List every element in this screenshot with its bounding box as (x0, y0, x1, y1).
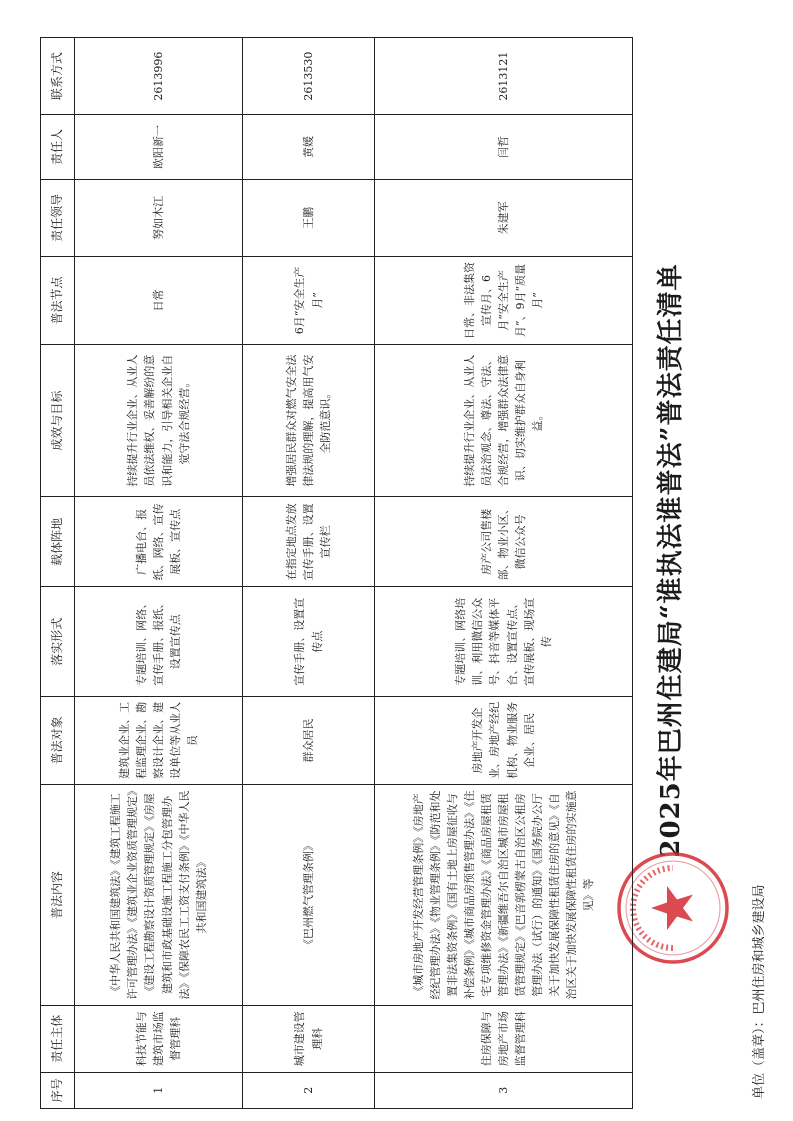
header-phone: 联系方式 (41, 38, 75, 115)
header-leader: 责任领导 (41, 179, 75, 256)
cell-leader: 朱建军 (375, 179, 633, 256)
cell-audience: 群众居民 (243, 696, 375, 784)
table-header-row (41, 38, 75, 1109)
cell-channel: 在指定地点发放宣传手册、设置宣传栏 (243, 497, 375, 587)
cell-leader: 王鹏 (243, 179, 375, 256)
cell-no: 3 (375, 1072, 633, 1108)
cell-subject: 城市建设管理科 (243, 1005, 375, 1072)
cell-content: 《城市房地产开发经营管理条例》《房地产经纪管理办法》《物业管理条例》《防范和处置非法集资条例》《国有土地上房屋征收与补偿条例》《城市商品房预售管理办法》《住宅专项维修资金管理办法》《商品房屋租赁管理办法》《新疆维吾尔自治区城市房屋租赁管理规定》《巴音郭楞蒙古自治区公租房管理办法（试行）的通知》《国务院办公厅关于加快发展保障性租赁住房的意见》《自治区关于加快发展保障性租赁住房的实施意见》等 (375, 784, 633, 1005)
cell-channel: 房产公司售楼部、物业小区、微信公众号 (375, 497, 633, 587)
header-goal: 成效与目标 (41, 344, 75, 496)
table-row (375, 38, 633, 1109)
header-subject: 责任主体 (41, 1005, 75, 1072)
cell-subject: 科技节能与建筑市场监督管理科 (75, 1005, 243, 1072)
cell-goal: 持续提升行业企业、从业人员法治观念、尊法、守法、合规经营，增强群众法律意识、切实维护群众自身利益。 (375, 344, 633, 496)
cell-node: 日常、非法集资宣传月、6月“安全生产月”、9月“质量月” (375, 256, 633, 344)
cell-audience: 房地产开发企业、房地产经纪机构、物业服务企业、居民 (375, 696, 633, 784)
cell-person: 欧阳新一 (75, 115, 243, 179)
cell-node: 6月“安全生产月” (243, 256, 375, 344)
header-form: 落实形式 (41, 587, 75, 696)
header-no: 序号 (41, 1072, 75, 1108)
cell-goal: 增强居民群众对燃气安全法律法规的理解，提高用气安全防范意识。 (243, 344, 375, 496)
unit-label: 单位（盖章）：巴州住房和城乡建设局 (752, 884, 767, 1099)
cell-audience: 建筑业企业、工程监理企业、勘察设计企业、建设单位等从业人员 (75, 696, 243, 784)
cell-phone: 2613996 (75, 38, 243, 115)
header-channel: 载体阵地 (41, 497, 75, 587)
document-title: 2025年巴州住建局“谁执法谁普法”普法责任清单 (656, 263, 686, 858)
cell-no: 2 (243, 1072, 375, 1108)
header-audience: 普法对象 (41, 696, 75, 784)
cell-node: 日常 (75, 256, 243, 344)
responsibility-table (40, 37, 633, 1109)
cell-content: 《中华人民共和国建筑法》《建筑工程施工许可管理办法》《建筑业企业资质管理规定》《建设工程勘察设计资质管理规定》《房屋建筑和市政基础设施工程施工分包管理办法》《保障农民工工资支付条例》《中华人民共和国建筑法》 (75, 784, 243, 1005)
cell-subject: 住房保障与房地产市场监督管理科 (375, 1005, 633, 1072)
table-row (75, 38, 243, 1109)
cell-no: 1 (75, 1072, 243, 1108)
header-node: 普法节点 (41, 256, 75, 344)
cell-form: 宣传手册、设置宣传点 (243, 587, 375, 696)
header-content: 普法内容 (41, 784, 75, 1005)
cell-form: 专题培训、网络、宣传手册、报纸、设置宣传点 (75, 587, 243, 696)
cell-form: 专题培训、网络培训、利用微信公众号、抖音等媒体平台、设置宣传点、宣传展板、现场宣传 (375, 587, 633, 696)
cell-person: 闫哲 (375, 115, 633, 179)
cell-leader: 努如木江 (75, 179, 243, 256)
cell-channel: 广播电台、报纸、网络、宣传展板、宣传点 (75, 497, 243, 587)
cell-content: 《巴州燃气管理条例》 (243, 784, 375, 1005)
cell-phone: 2613530 (243, 38, 375, 115)
header-person: 责任人 (41, 115, 75, 179)
table-row (243, 38, 375, 1109)
cell-goal: 持续提升行业企业、从业人员依法维权、妥善解纷的意识和能力，引导相关企业自觉守法合规经营。 (75, 344, 243, 496)
cell-person: 黄媛 (243, 115, 375, 179)
cell-phone: 2613121 (375, 38, 633, 115)
